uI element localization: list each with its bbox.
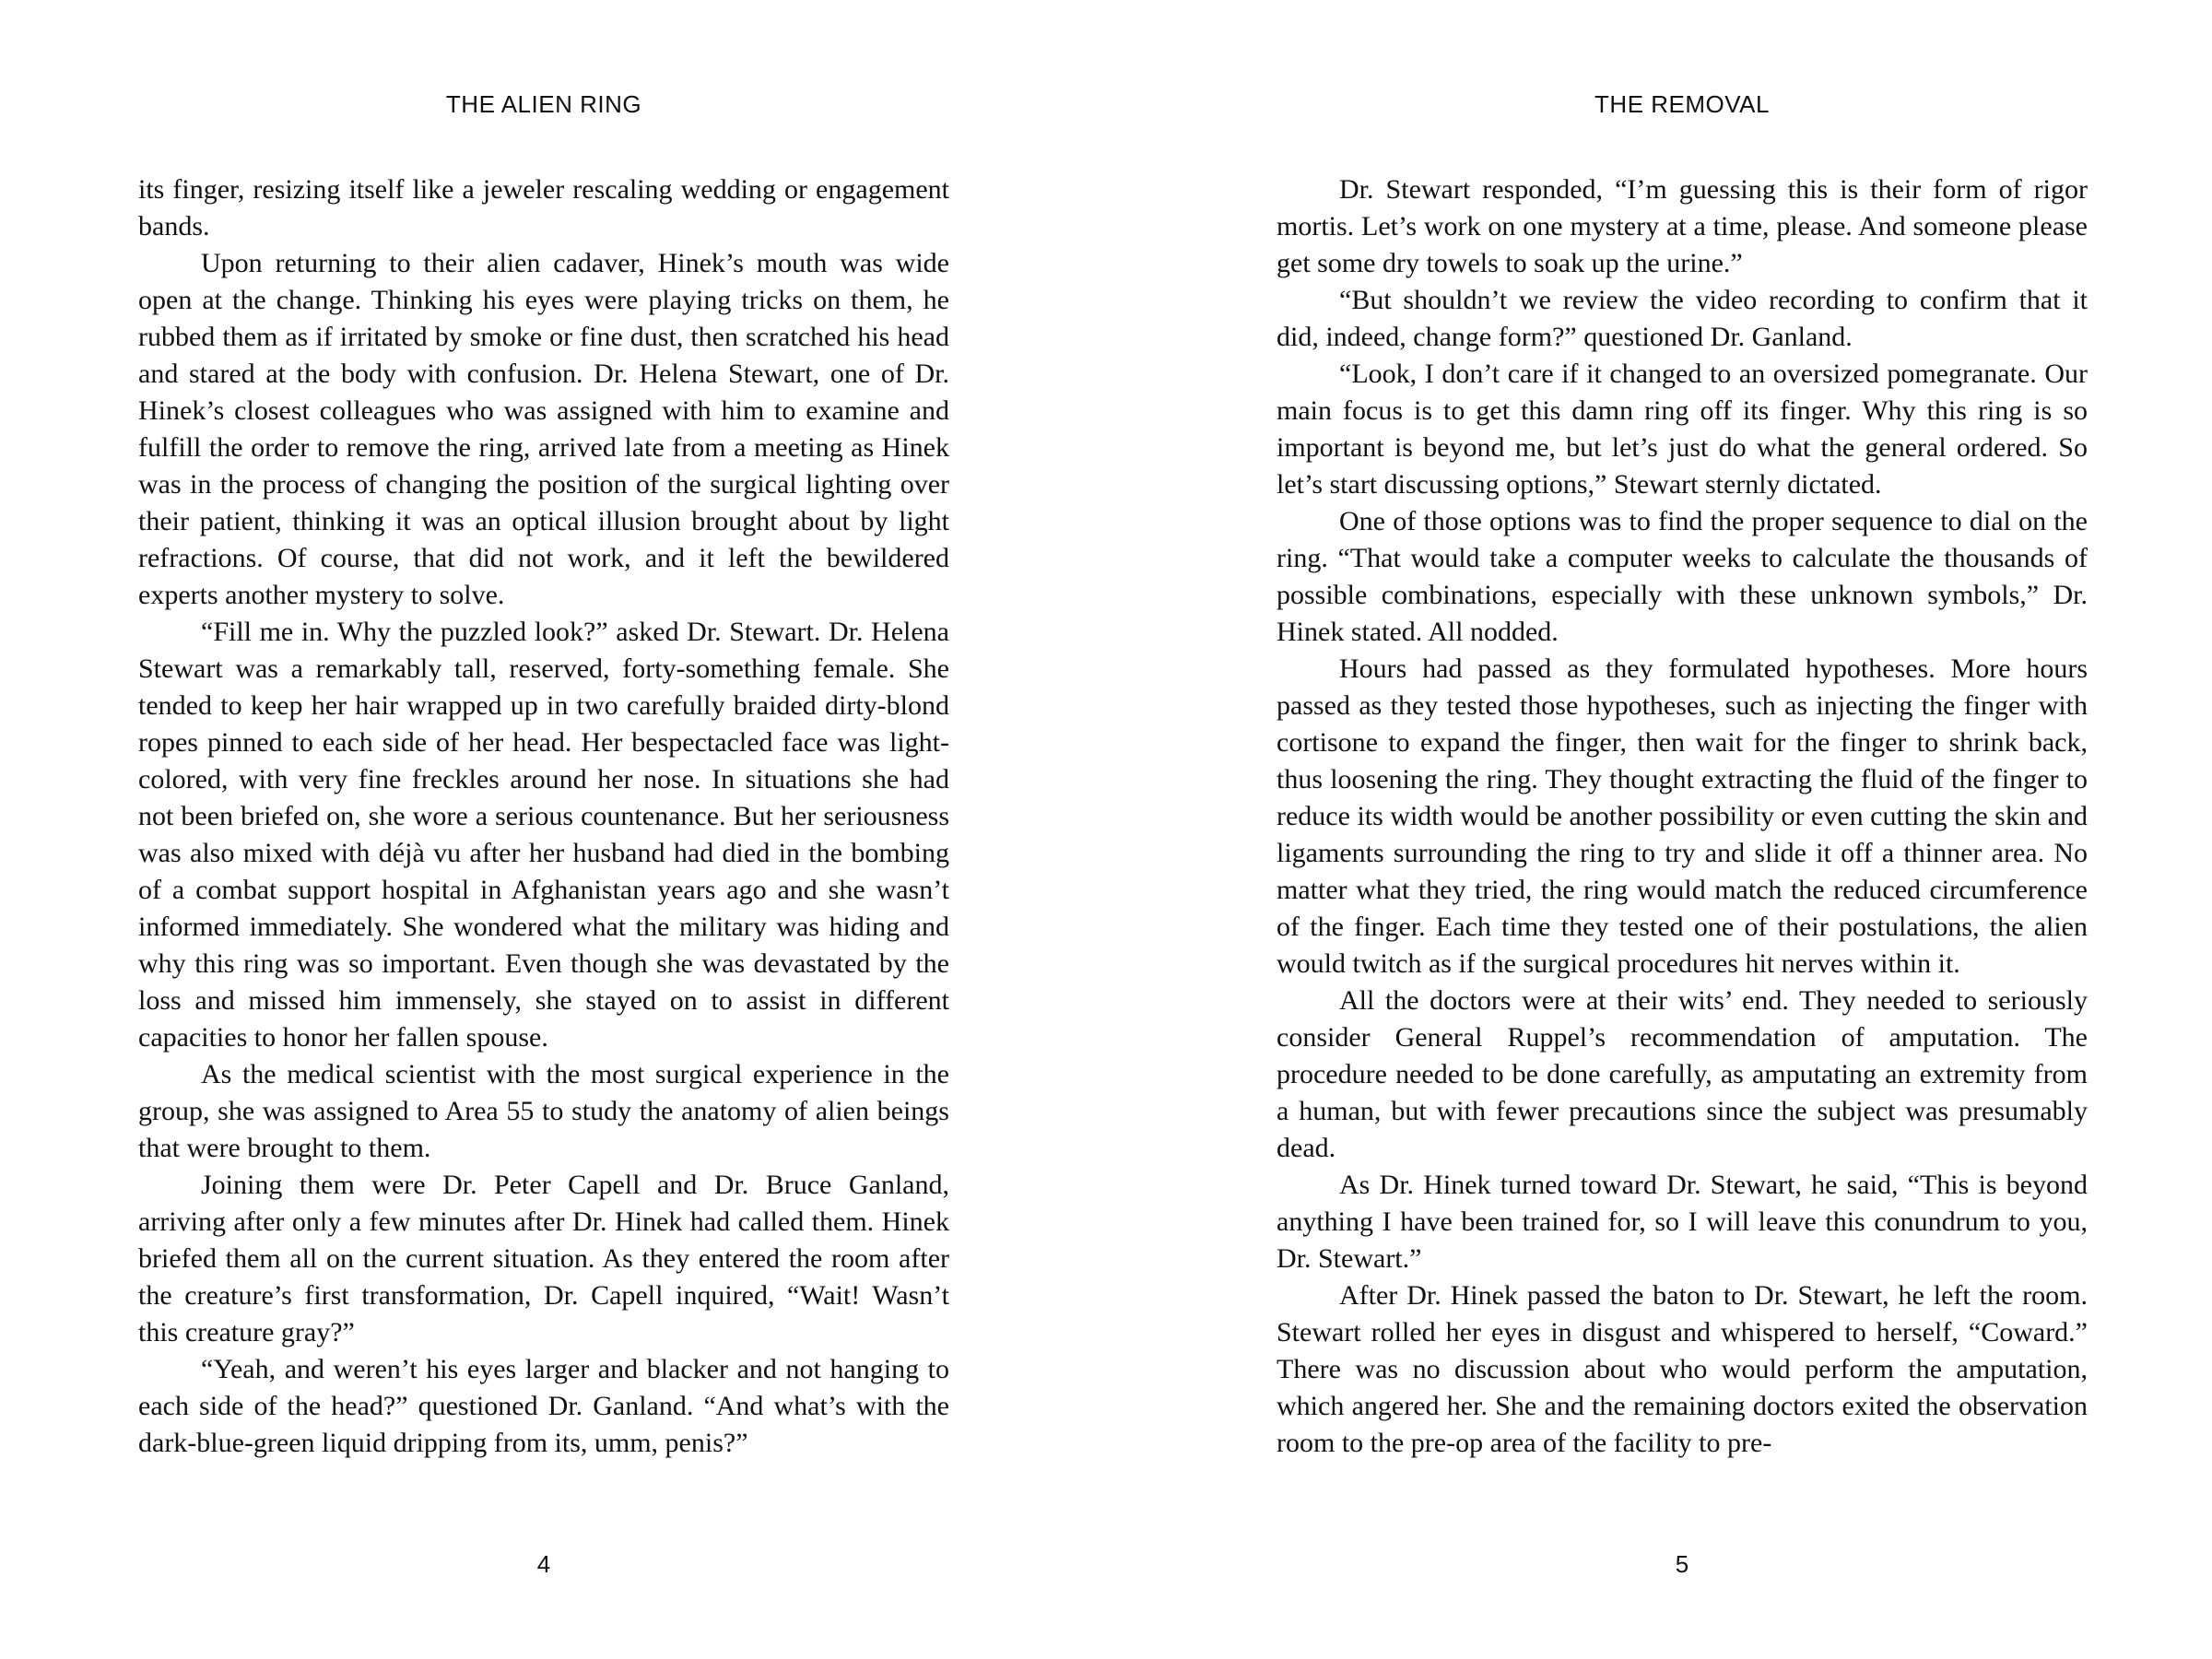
page-number-left: 4: [536, 1550, 551, 1578]
running-head-left: THE ALIEN RING: [445, 90, 642, 118]
paragraph: “Fill me in. Why the puzzled look?” asked Dr. Stewart. Dr. Helena Stewart was a remarkably tall, reserved, forty-something female. She tended to keep her hair wrapped up in two carefully braided dirty-blond ropes pinned to each side of her head. Her bespectacled face was light-colored, with very fine freckles around her nose. In situations she had not been briefed on, she wore a serious countenance. But her seriousness was also mixed with déjà vu after her husband had died in the bombing of a combat support hospital in Afghanistan years ago and she wasn’t informed immediately. She wondered what the military was hiding and why this ring was so important. Even though she was devastated by the loss and missed him immensely, she stayed on to assist in different capacities to honor her fallen spouse.: [138, 617, 949, 1053]
left-page: [138, 0, 949, 1659]
right-page: [1277, 0, 2088, 1659]
paragraph: its finger, resizing itself like a jeweler rescaling wedding or engagement bands.: [138, 174, 949, 241]
paragraph: One of those options was to find the proper sequence to dial on the ring. “That would take a computer weeks to calculate the thousands of possible combinations, especially with these unknown symbols,” Dr. Hinek stated. All nodded.: [1277, 506, 2088, 647]
paragraph: As Dr. Hinek turned toward Dr. Stewart, he said, “This is beyond anything I have been trained for, so I will leave this conundrum to you, Dr. Stewart.”: [1277, 1170, 2088, 1274]
right-page-body: [1277, 171, 2088, 1462]
paragraph: “But shouldn’t we review the video recording to confirm that it did, indeed, change form?” questioned Dr. Ganland.: [1277, 285, 2088, 352]
running-head-right: THE REMOVAL: [1594, 90, 1770, 118]
paragraph: Upon returning to their alien cadaver, Hinek’s mouth was wide open at the change. Thinking his eyes were playing tricks on them, he rubbed them as if irritated by smoke or fine dust, then scratched his head and stared at the body with confusion. Dr. Helena Stewart, one of Dr. Hinek’s closest colleagues who was assigned with him to examine and fulfill the order to remove the ring, arrived late from a meeting as Hinek was in the process of changing the position of the surgical lighting over their patient, thinking it was an optical illusion brought about by light refractions. Of course, that did not work, and it left the bewildered experts another mystery to solve.: [138, 248, 949, 610]
page-number-right: 5: [1675, 1550, 1689, 1578]
paragraph: Dr. Stewart responded, “I’m guessing this is their form of rigor mortis. Let’s work on one mystery at a time, please. And someone please get some dry towels to soak up the urine.”: [1277, 174, 2088, 278]
paragraph: Joining them were Dr. Peter Capell and Dr. Bruce Ganland, arriving after only a few minutes after Dr. Hinek had called them. Hinek briefed them all on the current situation. As they entered the room after the creature’s first transformation, Dr. Capell inquired, “Wait! Wasn’t this creature gray?”: [138, 1170, 949, 1347]
paragraph: All the doctors were at their wits’ end. They needed to seriously consider General Ruppel’s recommendation of amputation. The procedure needed to be done carefully, as amputating an extremity from a human, but with fewer precautions since the subject was presumably dead.: [1277, 985, 2088, 1163]
paragraph: As the medical scientist with the most surgical experience in the group, she was assigned to Area 55 to study the anatomy of alien beings that were brought to them.: [138, 1059, 949, 1163]
left-page-body: [138, 171, 949, 1462]
paragraph: “Yeah, and weren’t his eyes larger and blacker and not hanging to each side of the head?” questioned Dr. Ganland. “And what’s with the dark-blue-green liquid dripping from its, umm, penis?”: [138, 1354, 949, 1458]
paragraph: After Dr. Hinek passed the baton to Dr. Stewart, he left the room. Stewart rolled her eyes in disgust and whispered to herself, “Coward.” There was no discussion about who would perform the amputation, which angered her. She and the remaining doctors exited the observation room to the pre-op area of the facility to pre-: [1277, 1280, 2088, 1458]
paragraph: “Look, I don’t care if it changed to an oversized pomegranate. Our main focus is to get this damn ring off its finger. Why this ring is so important is beyond me, but let’s just do what the general ordered. So let’s start discussing options,” Stewart sternly dictated.: [1277, 359, 2088, 500]
paragraph: Hours had passed as they formulated hypotheses. More hours passed as they tested those hypotheses, such as injecting the finger with cortisone to expand the finger, then wait for the finger to shrink back, thus loosening the ring. They thought extracting the fluid of the finger to reduce its width would be another possibility or even cutting the skin and ligaments surrounding the ring to try and slide it off a thinner area. No matter what they tried, the ring would match the reduced circumference of the finger. Each time they tested one of their postulations, the alien would twitch as if the surgical procedures hit nerves within it.: [1277, 653, 2088, 979]
